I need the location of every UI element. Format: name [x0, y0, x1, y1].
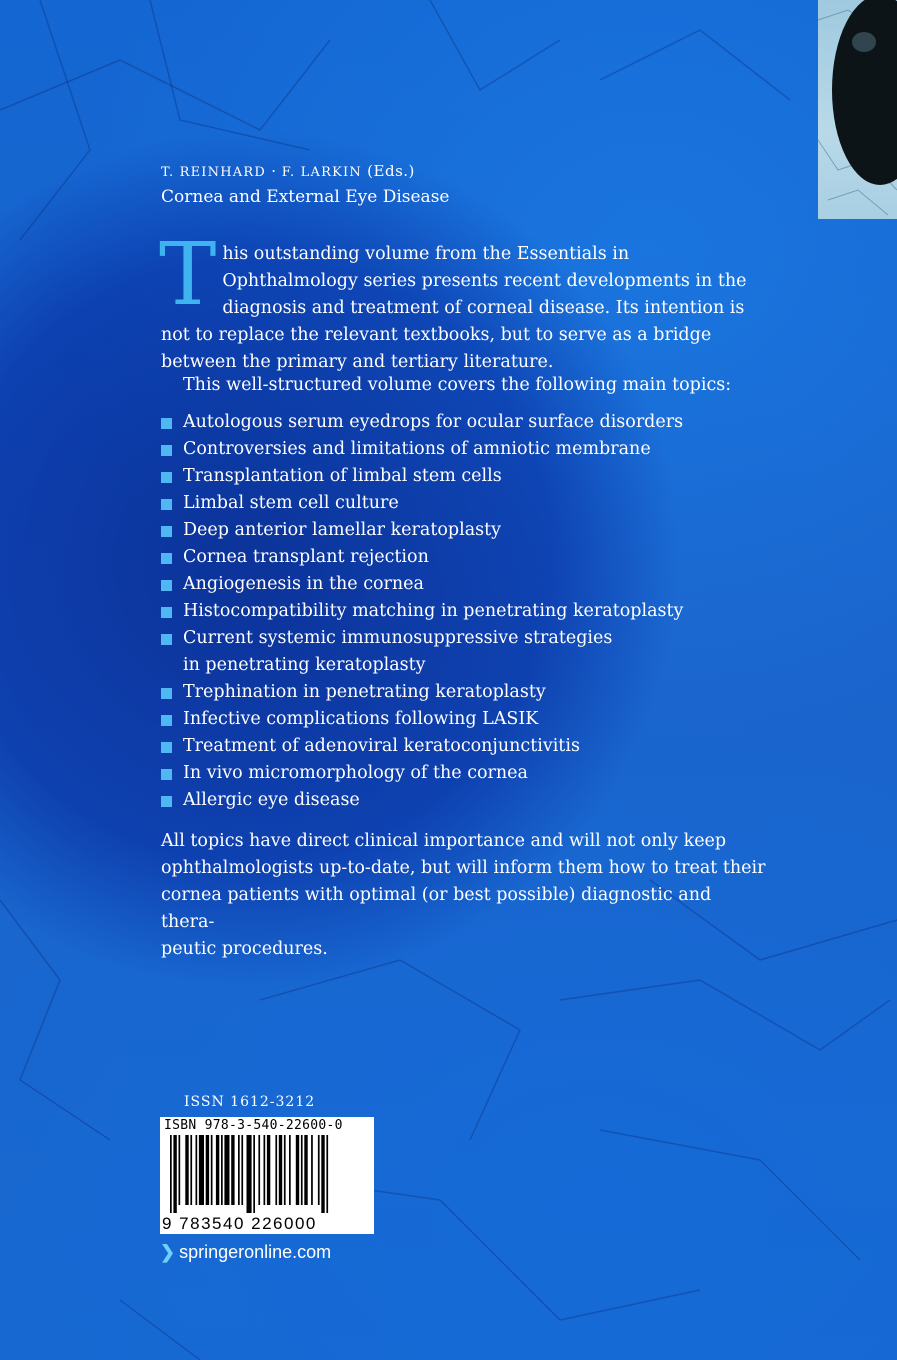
bullet-square-icon	[161, 742, 172, 753]
closing-paragraph	[161, 828, 766, 963]
closing-line: peutic procedures.	[161, 939, 328, 959]
issn-number: ISSN 1612-3212	[184, 1094, 316, 1110]
list-item: Limbal stem cell culture	[161, 490, 771, 517]
list-item: Angiogenesis in the cornea	[161, 571, 771, 598]
editor-1: T. REINHARD	[161, 165, 266, 180]
bullet-square-icon	[161, 418, 172, 429]
list-item: In vivo micromorphology of the cornea	[161, 760, 771, 787]
list-item: Treatment of adenoviral keratoconjunctivitis	[161, 733, 771, 760]
bullet-square-icon	[161, 499, 172, 510]
list-item: Infective complications following LASIK	[161, 706, 771, 733]
intro-text: his outstanding volume from the Essentials in Ophthalmology series presents recent developments in the diagnosis and treatment of corneal disease. Its intention is not to replace the relevant textbooks, but to serve as a bridge between the primary and tertiary literature.	[161, 244, 747, 372]
eds-suffix: (Eds.)	[367, 162, 415, 180]
bullet-square-icon	[161, 553, 172, 564]
bullet-square-icon	[161, 445, 172, 456]
list-item: Cornea transplant rejection	[161, 544, 771, 571]
bullet-square-icon	[161, 472, 172, 483]
cover-photo-eye	[818, 0, 897, 219]
editors-line	[161, 162, 415, 180]
book-title: Cornea and External Eye Disease	[161, 187, 450, 207]
website-link[interactable]	[160, 1242, 331, 1263]
barcode-bars	[170, 1135, 364, 1213]
list-item: Trephination in penetrating keratoplasty	[161, 679, 771, 706]
bullet-square-icon	[161, 715, 172, 726]
barcode-digits: 9 783540 226000	[162, 1214, 317, 1233]
bullet-square-icon	[161, 634, 172, 645]
list-item: Current systemic immunosuppressive strategies in penetrating keratoplasty	[161, 625, 623, 679]
bullet-square-icon	[161, 607, 172, 618]
list-item: Transplantation of limbal stem cells	[161, 463, 771, 490]
list-item: Deep anterior lamellar keratoplasty	[161, 517, 771, 544]
bullet-square-icon	[161, 580, 172, 591]
closing-line: All topics have direct clinical importance and will not only keep	[161, 831, 727, 851]
website-url: springeronline.com	[179, 1242, 332, 1262]
closing-line: cornea patients with optimal (or best possible) diagnostic and thera-	[161, 885, 712, 932]
topics-lead-in: This well-structured volume covers the following main topics:	[183, 375, 732, 395]
drop-cap: T	[159, 225, 217, 325]
bullet-square-icon	[161, 688, 172, 699]
list-item: Allergic eye disease	[161, 787, 771, 814]
separator: ·	[271, 162, 277, 180]
topics-list	[161, 409, 771, 814]
intro-paragraph	[159, 225, 761, 376]
list-item: Autologous serum eyedrops for ocular surface disorders	[161, 409, 771, 436]
chevron-right-icon: ❯	[160, 1242, 176, 1262]
list-item: Histocompatibility matching in penetrating keratoplasty	[161, 598, 771, 625]
list-item: Controversies and limitations of amniotic membrane	[161, 436, 771, 463]
isbn-barcode	[160, 1117, 374, 1234]
closing-line: ophthalmologists up-to-date, but will inform them how to treat their	[161, 858, 766, 878]
bullet-square-icon	[161, 526, 172, 537]
editor-2: F. LARKIN	[281, 165, 362, 180]
bullet-square-icon	[161, 769, 172, 780]
bullet-square-icon	[161, 796, 172, 807]
isbn-label: ISBN 978-3-540-22600-0	[164, 1118, 343, 1133]
